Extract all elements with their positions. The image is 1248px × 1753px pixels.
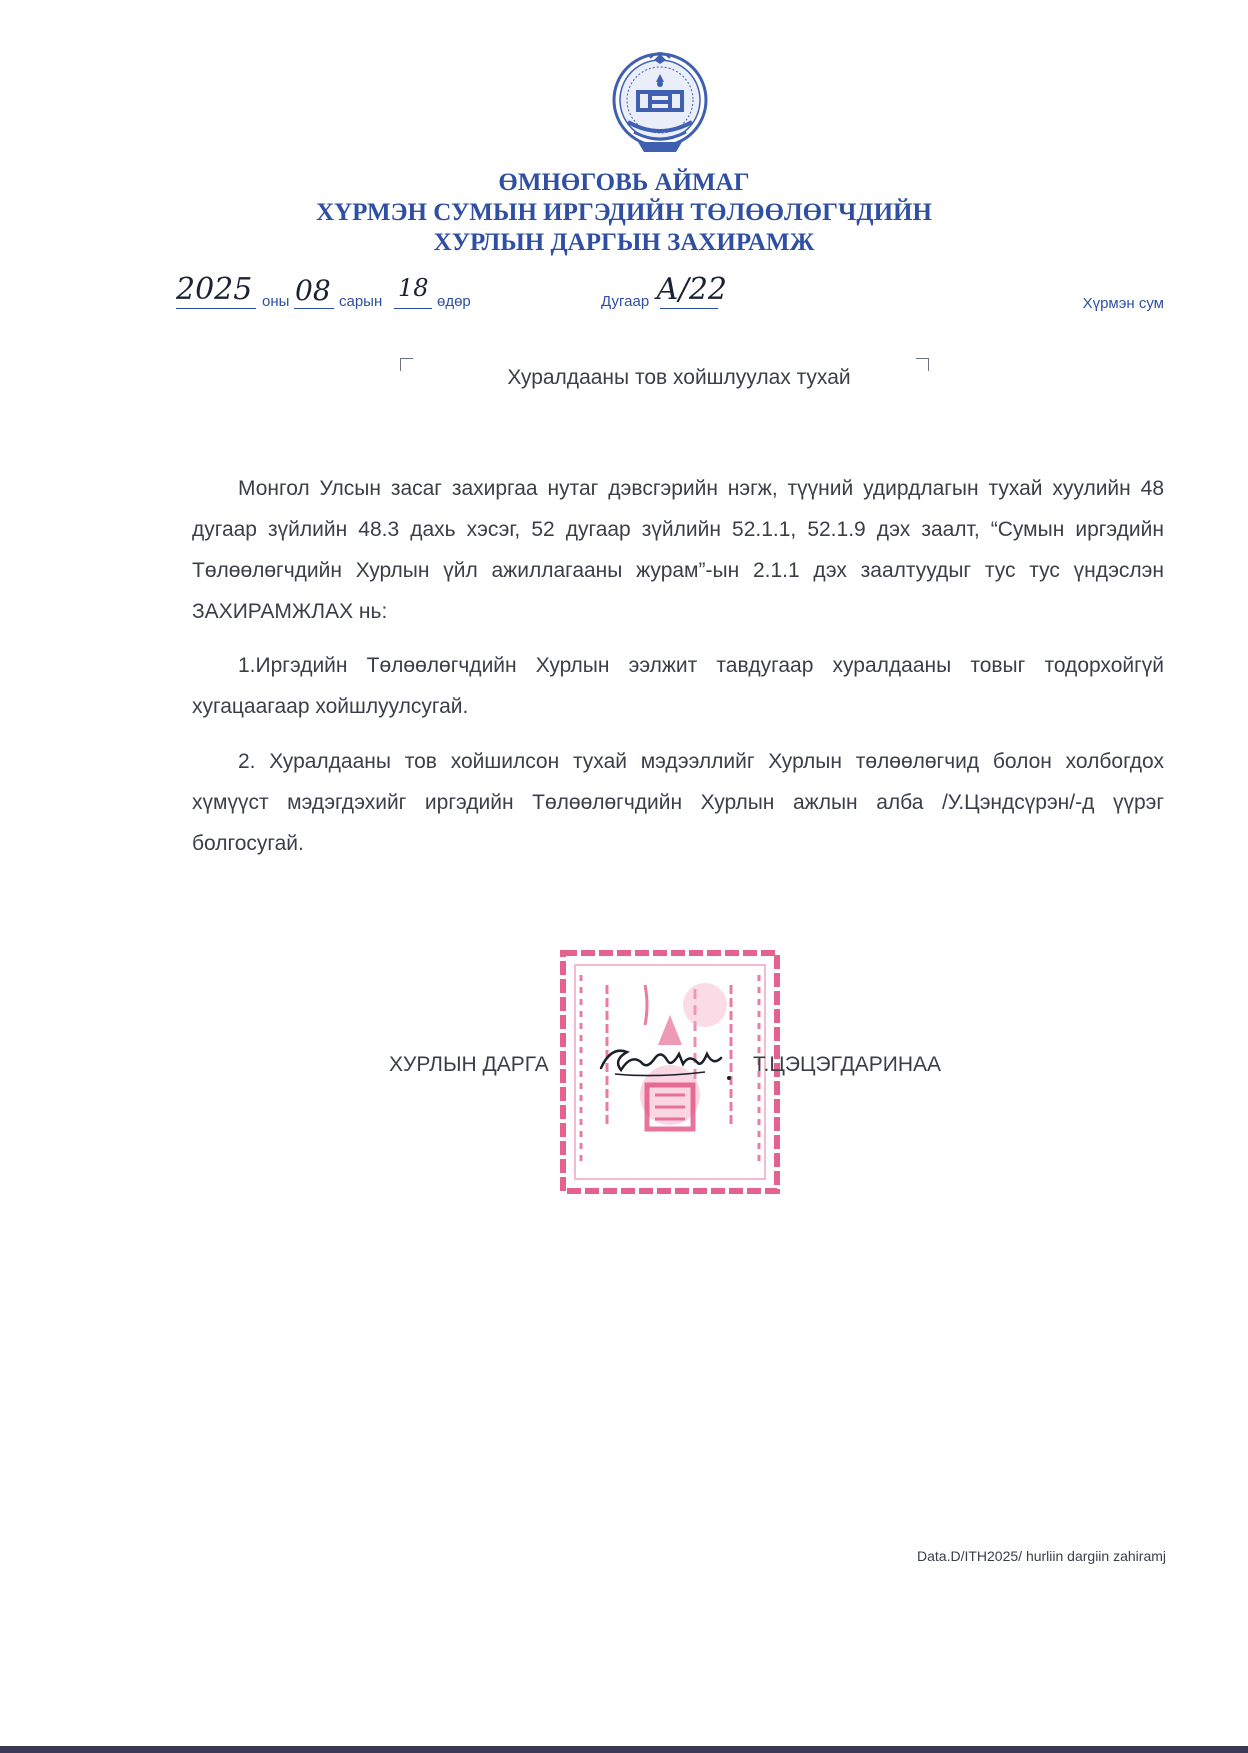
header-aimag: ӨМНӨГОВЬ АЙМАГ xyxy=(498,169,750,196)
preamble-text: Монгол Улсын засаг захиргаа нутаг дэвсгэрийн нэгж, түүний удирдлагын тухай хуулийн 48 дугаар зүйлийн 48.3 дахь хэсэг, 52 дугаар зүйлийн 52.1.1, 52.1.9 дэх заалт, “Сумын иргэдийн Төлөөлөгчдийн Хурлын үйл ажиллагааны журам”-ын 2.1.1 дэх заалтуудыг тус тус үндэслэн ЗАХИРАМЖЛАХ нь: xyxy=(192,477,1164,623)
footer-reference: Data.D/ITH2025/ hurliin dargiin zahiramj xyxy=(917,1548,1166,1564)
signatory-name: Т.ЦЭЦЭГДАРИНАА xyxy=(753,1053,942,1076)
body-item-1 xyxy=(192,645,1164,727)
body-item-2 xyxy=(192,741,1164,864)
body-paragraph-1 xyxy=(192,468,1164,632)
handwritten-signature xyxy=(597,1038,739,1088)
date-number-row xyxy=(0,272,1248,318)
month-handwritten: 08 xyxy=(295,274,331,307)
scan-bottom-edge xyxy=(0,1746,1248,1753)
day-handwritten: 18 xyxy=(398,274,429,302)
subject-title: Хуралдааны тов хойшлуулах тухай xyxy=(507,366,851,389)
place-label: Хүрмэн сум xyxy=(1082,295,1164,312)
signatory-title: ХУРЛЫН ДАРГА xyxy=(389,1053,549,1076)
day-suffix: өдөр xyxy=(437,293,471,310)
day-underline xyxy=(394,308,432,309)
year-underline xyxy=(176,308,256,309)
year-suffix: оны xyxy=(262,293,290,310)
item-1-text: 1.Иргэдийн Төлөөлөгчдийн Хурлын ээлжит тавдугаар хуралдааны товыг тодорхойгүй хугацаагаар хойшлуулсугай. xyxy=(192,654,1164,718)
header-doc-type: ХУРЛЫН ДАРГЫН ЗАХИРАМЖ xyxy=(433,229,815,256)
number-handwritten: А/22 xyxy=(656,272,728,307)
month-underline xyxy=(294,308,334,309)
document-header xyxy=(0,168,1248,258)
item-2-text: 2. Хуралдааны тов хойшилсон тухай мэдээллийг Хурлын төлөөлөгчид болон холбогдох хүмүүст мэдэгдэхийг иргэдийн Төлөөлөгчдийн Хурлын ажлын алба /У.Цэндсүрэн/-д үүрэг болгосугай. xyxy=(192,750,1164,855)
number-label: Дугаар xyxy=(601,293,650,310)
header-institution: ХҮРМЭН СУМЫН ИРГЭДИЙН ТӨЛӨӨЛӨГЧДИЙН xyxy=(316,199,932,226)
number-underline xyxy=(660,308,718,309)
month-suffix: сарын xyxy=(339,293,383,310)
year-handwritten: 2025 xyxy=(176,272,253,307)
state-emblem-icon xyxy=(608,50,712,158)
